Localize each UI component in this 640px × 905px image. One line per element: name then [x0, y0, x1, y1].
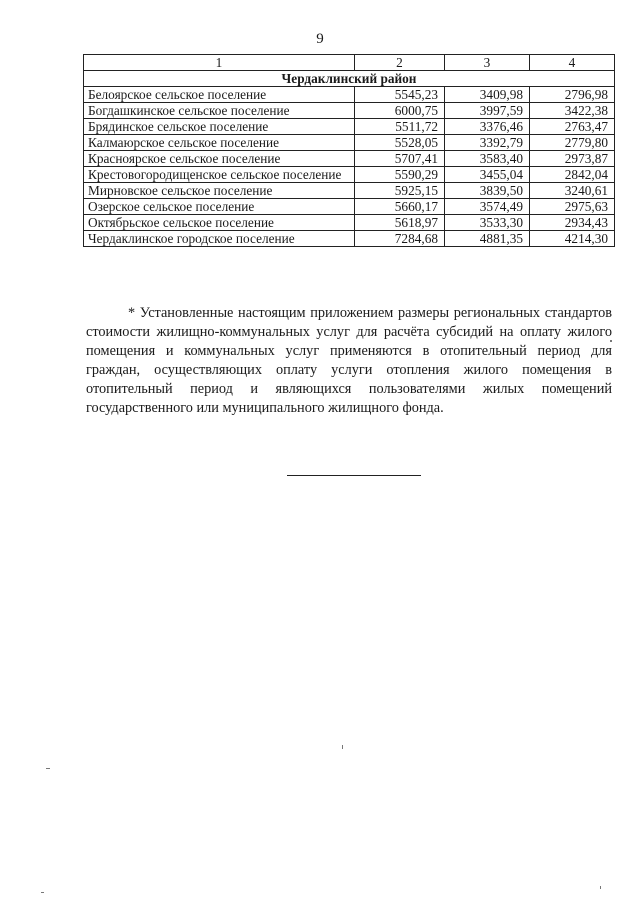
table-row [84, 199, 615, 215]
column-header-3: 3 [445, 55, 530, 71]
value-col2-cell: 5618,97 [355, 215, 445, 231]
value-col2-cell: 7284,68 [355, 231, 445, 247]
table-row [84, 135, 615, 151]
value-col4-cell: 2975,63 [530, 199, 615, 215]
settlement-name-cell: Крестовогородищенское сельское поселение [84, 167, 355, 183]
section-row [84, 71, 615, 87]
value-col2-cell: 5511,72 [355, 119, 445, 135]
page-number: 9 [316, 31, 324, 47]
value-col3-cell: 3839,50 [445, 183, 530, 199]
table-row [84, 167, 615, 183]
table-row [84, 119, 615, 135]
value-col2-cell: 5925,15 [355, 183, 445, 199]
value-col4-cell: 2796,98 [530, 87, 615, 103]
scan-speck [46, 768, 50, 769]
value-col4-cell: 2763,47 [530, 119, 615, 135]
scan-speck [41, 892, 44, 893]
scan-speck [600, 886, 601, 889]
table-row [84, 103, 615, 119]
table-row [84, 87, 615, 103]
value-col4-cell: 2973,87 [530, 151, 615, 167]
value-col4-cell: 2842,04 [530, 167, 615, 183]
value-col3-cell: 3376,46 [445, 119, 530, 135]
settlement-name-cell: Октябрьское сельское поселение [84, 215, 355, 231]
value-col4-cell: 2934,43 [530, 215, 615, 231]
signature-line [287, 475, 421, 476]
column-header-4: 4 [530, 55, 615, 71]
value-col4-cell: 3422,38 [530, 103, 615, 119]
value-col2-cell: 5528,05 [355, 135, 445, 151]
value-col3-cell: 3409,98 [445, 87, 530, 103]
value-col3-cell: 3533,30 [445, 215, 530, 231]
scan-speck [342, 745, 343, 749]
value-col2-cell: 6000,75 [355, 103, 445, 119]
value-col2-cell: 5707,41 [355, 151, 445, 167]
settlement-name-cell: Чердаклинское городское поселение [84, 231, 355, 247]
value-col4-cell: 4214,30 [530, 231, 615, 247]
value-col2-cell: 5660,17 [355, 199, 445, 215]
tariff-table [83, 54, 615, 247]
scan-speck [610, 340, 612, 342]
settlement-name-cell: Богдашкинское сельское поселение [84, 103, 355, 119]
settlement-name-cell: Белоярское сельское поселение [84, 87, 355, 103]
table-row [84, 231, 615, 247]
settlement-name-cell: Озерское сельское поселение [84, 199, 355, 215]
value-col2-cell: 5545,23 [355, 87, 445, 103]
column-header-2: 2 [355, 55, 445, 71]
table-header-row [84, 55, 615, 71]
value-col3-cell: 4881,35 [445, 231, 530, 247]
value-col3-cell: 3583,40 [445, 151, 530, 167]
table-row [84, 183, 615, 199]
value-col4-cell: 2779,80 [530, 135, 615, 151]
value-col4-cell: 3240,61 [530, 183, 615, 199]
value-col3-cell: 3455,04 [445, 167, 530, 183]
column-header-1: 1 [84, 55, 355, 71]
value-col3-cell: 3574,49 [445, 199, 530, 215]
section-title: Чердаклинский район [84, 71, 615, 87]
footnote: * Установленные настоящим приложением размеры региональных стандартов стоимости жилищно-коммунальных услуг для расчёта субсидий на оплату жилого помещения и коммунальных услуг применяются в отопительный период для граждан, осуществляющих оплату услуги отопления жилого помещения в отопительный период и являющихся пользователями жилых помещений государственного или муниципального жилищного фонда. [86, 305, 612, 416]
table-row [84, 215, 615, 231]
settlement-name-cell: Калмаюрское сельское поселение [84, 135, 355, 151]
settlement-name-cell: Мирновское сельское поселение [84, 183, 355, 199]
value-col3-cell: 3392,79 [445, 135, 530, 151]
value-col2-cell: 5590,29 [355, 167, 445, 183]
table-row [84, 151, 615, 167]
settlement-name-cell: Красноярское сельское поселение [84, 151, 355, 167]
value-col3-cell: 3997,59 [445, 103, 530, 119]
settlement-name-cell: Брядинское сельское поселение [84, 119, 355, 135]
